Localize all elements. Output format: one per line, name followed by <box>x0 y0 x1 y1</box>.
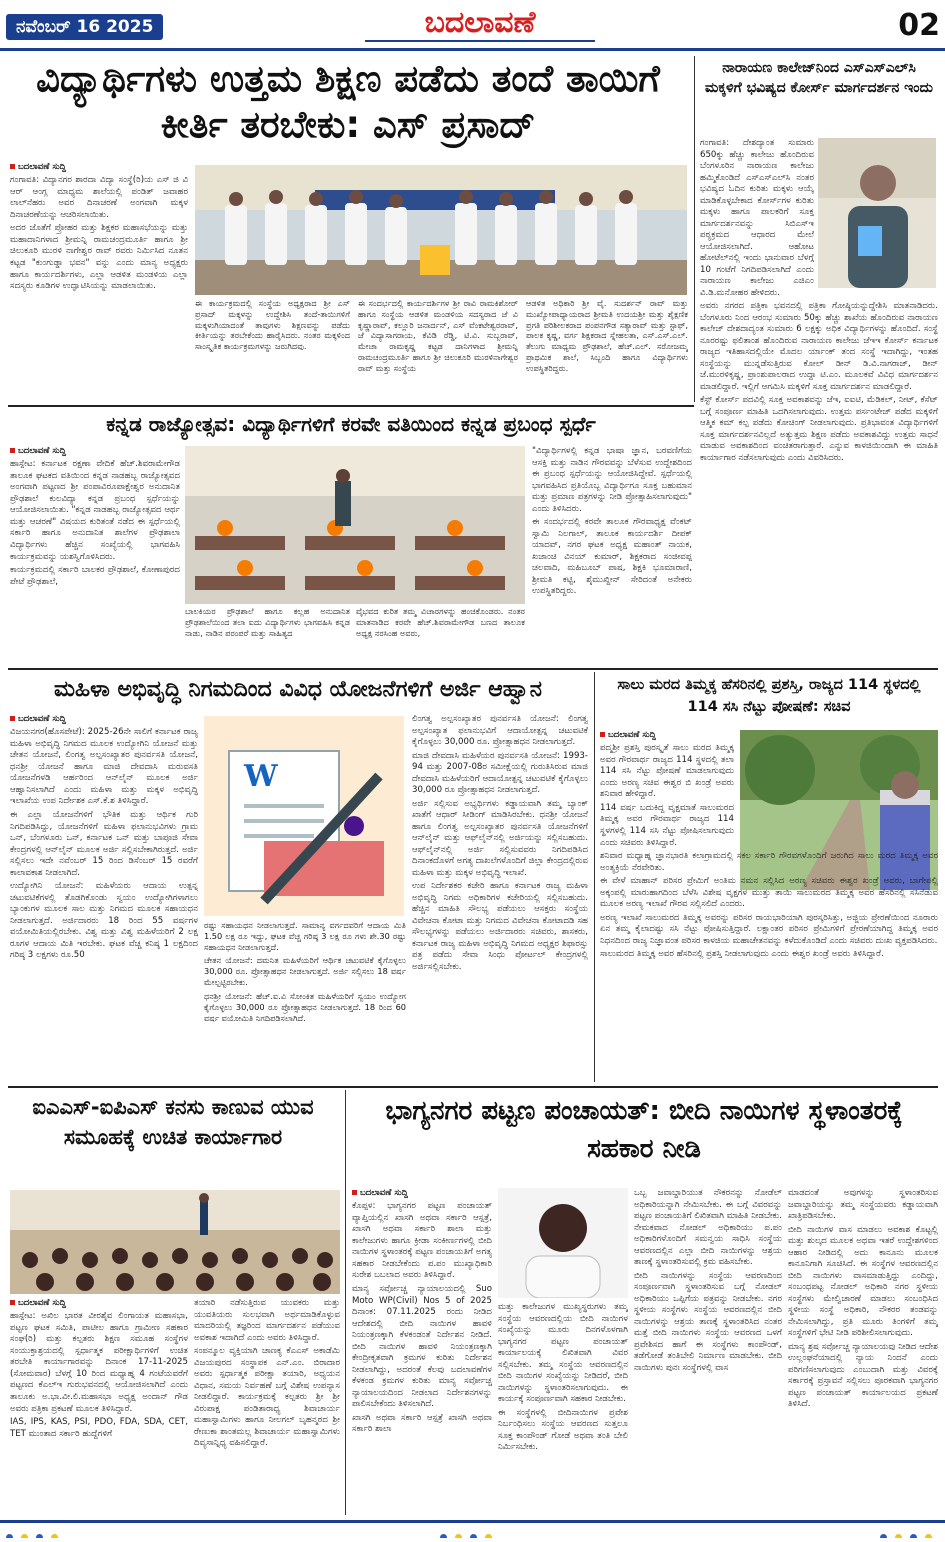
byline: ಬದಲಾವಣೆ ಸುದ್ದಿ <box>10 714 198 725</box>
footer-rule <box>0 1520 945 1523</box>
article-education-col3: ಈ ಸಂದರ್ಭದಲ್ಲಿ ಕಾರ್ಯದರ್ಶಿಗಳ ಶ್ರೀ ರಾವಿ ರಾಮಕಿಶೋರ್ ಹಾಗೂ ಸಂಸ್ಥೆಯ ಆಡಳಿತ ಮಂಡಳಿಯ ಸದಸ್ಯರಾದ ಜೆ ವಿ ಕೃಷ್ಣಾರಾವ್, ಕಲ್ಲೂರಿ ಜನಾರ್ದನ್, ಎಸ್ ವೆಂಕಟೇಶ್ವರರಾವ್, ಜೆ ವಿದ್ಯಾಸಾಗರಾಯ, ಕೆವಿಡಿ ರೆಡ್ಡಿ, ಟಿ.ವಿ. ಸುಬ್ಬರಾವ್, ಮೇಚಾ ರಾಮಕೃಷ್ಣ ಕಟ್ಟಡ ದಾನಿಗಳಾದ ಶ್ರೀಮನ್ನಿ ರಾಮಚಂದ್ರಮೂರ್ತಿ ಹಾಗೂ ಶ್ರೀ ಚಿಲುಕೂರಿ ಮುರಳಿನಾಗೇಶ್ವರ ರಾವ್ ಮತ್ತು ಸಂಸ್ಥೆಯ <box>358 298 518 373</box>
paragraph: ಮಾಜಿ ದೇವದಾಸಿ ಮಹಿಳೆಯರ ಪುನರ್ವಸತಿ ಯೋಜನೆ: 1993-94 ಮತ್ತು 2007-08ರ ಸಮೀಕ್ಷೆಯಲ್ಲಿ ಗುರುತಿಸಿರುವ ಮಾಜಿ ದೇವದಾಸಿ ಮಹಿಳೆಯರಿಗೆ ಆದಾಯೋತ್ಪನ್ನ ಚಟುವಟಿಕೆ ಕೈಗೊಳ್ಳಲು 30,000 ರೂ ಪ್ರೋತ್ಸಾಹಧನ ನೀಡಲಾಗುತ್ತದೆ. <box>412 750 588 796</box>
issue-date: ನವೆಂಬರ್ 16 2025 <box>6 14 163 40</box>
workshop-photo <box>10 1190 340 1294</box>
page-number: 02 <box>898 8 940 43</box>
paragraph: ಮಾನ್ಯ ಶ್ರಷ ಸರ್ವೋಚ್ಚ ನ್ಯಾಯಾಲಯವು ನೀಡಿದ ಆದೇಶ ಉಲ್ಲಂಘನೆಯಾದಲ್ಲಿ ನ್ಯಾಯ ನಿಂದನೆ ಎಂದು ಪರಿಗಣಿಸಲಾಗುವುದು ಎಂಬುದಾಗಿ ಮತ್ತು ವಿವರಕ್ಕೆ ಸರ್ಕಾರಕ್ಕೆ ಪ್ರಸ್ತಾವನೆ ಸಲ್ಲಿಸಲು ಪೂರಕವಾಗಿ ಭಾಗ್ಯನಗರ ಪಟ್ಟಣ ಪಂಚಾಯತ್ ಕಾರ್ಯಾಲಯದ ಪ್ರಕಟಣೆ ತಿಳಿಸಿದೆ. <box>788 1341 938 1410</box>
lecture-hall-image <box>10 1190 340 1294</box>
article-mahila-col1 <box>10 714 198 1082</box>
footer-dots-left <box>6 1526 66 1538</box>
paragraph: ಲಿಂಗತ್ವ ಅಲ್ಪಸಂಖ್ಯಾತರ ಪುನರ್ವಸತಿ ಯೋಜನೆ: ಲಿಂಗತ್ವ ಅಲ್ಪಸಂಖ್ಯಾತ ಫಲಾನುಭವಿಗೆ ಆದಾಯೋತ್ಪನ್ನ ಚಟುವಟಿಕೆ ಕೈಗೊಳ್ಳಲು 30,000 ರೂ. ಪ್ರೋತ್ಸಾಹಧನ ನೀಡಲಾಗುತ್ತದೆ. <box>412 714 588 748</box>
column-divider <box>694 56 695 402</box>
byline: ಬದಲಾವಣೆ ಸುದ್ದಿ <box>10 162 188 173</box>
paragraph: ತಯಾರಿ ನಡೆಸುತ್ತಿರುವ ಯುವಕರು ಮತ್ತು ಯುವತಿಯರು ಸುಲಭವಾಗಿ ಅರ್ಥಮಾಡಿಕೊಳ್ಳುವ ಮಾದರಿಯಲ್ಲಿ ತಜ್ಞರಿಂದ ಮಾರ್ಗದರ್ಶನ ಪಡೆಯುವ ಅವಕಾಶ ಇದಾಗಿದೆ ಎಂದು ಅವರು ತಿಳಿಸಿದ್ದಾರೆ. <box>194 1298 340 1343</box>
paragraph: ಈ ಸಂದರ್ಭದಲ್ಲಿ ಕರವೇ ತಾಲೂಕ ಗೌರವಾಧ್ಯಕ್ಷ ವೆಂಕಟ್ ಸ್ವಾಮಿ ನಿಲಗಾಲ್, ತಾಲೂಕ ಕಾರ್ಯದರ್ಶಿ ದೀಪಕ್ ಯಾದವ್, ನಗರ ಘಟಕ ಅಧ್ಯಕ್ಷ ಮಹಾಂತ್ ನಾಯಕ, ಖಜಾಂಚಿ ವಿನಯ್ ಕುಮಾರ್, ಶಿಕ್ಷಕರಾದ ಸಂಜೀವಪ್ಪ ಚಲವಾದಿ, ಮಹಿಬೂಬ್ ಪಾಷ, ಶಿಕ್ಷಕಿ ಭೂಮಾರಾಣಿ, ಶ್ರೀಮತಿ ಕಟ್ಟಿ, ಶೈಮುಖ್ದೀನ್ ಸೇರಿದಂತೆ ಅನೇಕರು ಉಪಸ್ಥಿತರಿದ್ದರು. <box>532 517 692 597</box>
footer-dot <box>880 1534 887 1538</box>
article-dogs-col1 <box>352 1188 492 1513</box>
paragraph: "ವಿದ್ಯಾರ್ಥಿಗಳಲ್ಲಿ ಕನ್ನಡ ಭಾಷಾ ಜ್ಞಾನ, ಬರವಣಿಗೆಯ ಆಸಕ್ತಿ ಮತ್ತು ನಾಡಿನ ಗೌರವವನ್ನು ಬೆಳೆಸುವ ಉದ್ದೇಶದಿಂದ ಈ ಪ್ರಬಂಧ ಸ್ಪರ್ಧೆಯನ್ನು ಆಯೋಜಿಸಿದ್ದೇವೆ. ಸ್ಪರ್ಧೆಯಲ್ಲಿ ಭಾಗವಹಿಸಿದ ಪ್ರತಿಯೊಬ್ಬ ವಿದ್ಯಾರ್ಥಿಗೂ ಸೂಕ್ತ ಬಹುಮಾನ ಮತ್ತು ಪ್ರಮಾಣ ಪತ್ರಗಳನ್ನು ನೀಡಿ ಪ್ರೋತ್ಸಾಹಿಸಲಾಗುವುದು" ಎಂದು ತಿಳಿಸಿದರು. <box>532 446 692 514</box>
headline: ಭಾಗ್ಯನಗರ ಪಟ್ಟಣ ಪಂಚಾಯತ್: ಬೀದಿ ನಾಯಿಗಳ ಸ್ಥಳಾಂತರಕ್ಕೆ ಸಹಕಾರ ನೀಡಿ <box>385 1096 903 1164</box>
article-narayana <box>700 58 938 666</box>
paragraph: ಹಾಸ್ಪೇಟ: ಅಖಿಲ ಭಾರತ ವೀರಶೈವ ಲಿಂಗಾಯತ ಮಹಾಸಭಾ, ಪಟ್ಟಣ ಘಟಕ ಸಮಿತಿ, ಪಾಟೀಲ ಹಾಗೂ ಗ್ರಾಮೀಣ ಸಹಕಾರ ಸಂಘ(ರಿ) ಮತ್ತು ಕಲ್ಪತರು ಶಿಕ್ಷಣ ಸಮೂಹ ಸಂಸ್ಥೆಗಳ ಸಂಯುಕ್ತಾಶ್ರಯದಲ್ಲಿ ಸ್ಪರ್ಧಾತ್ಮಕ ಪರೀಕ್ಷಾರ್ಥಿಗಳಿಗೆ ಉಚಿತ ತರಬೇತಿ ಕಾರ್ಯಾಗಾರವನ್ನು ದಿನಾಂಕ 17-11-2025 (ಸೋಮವಾರ) ಬೆಳಗ್ಗೆ 10 ರಿಂದ ಮಧ್ಯಾಹ್ನ 4 ಗಂಟೆಯವರೆಗೆ ಪಟ್ಟಣದ ಕೆಎಲ್ಇ ಗುರುಭವನದಲ್ಲಿ ಆಯೋಜಿಸಲಾಗಿದೆ ಎಂದು ತಾಲೂಕು ಅ.ಭಾ.ವೀ.ಲಿ.ಮಹಾಸಭಾ ಅಧ್ಯಕ್ಷ ಅಂದಾನ್ ಗೌಡ ಅವರು ಪತ್ರಿಕಾ ಪ್ರಕಟಣೆ ಮೂಲಕ ತಿಳಿಸಿದ್ದಾರೆ. <box>10 1311 188 1414</box>
article-mahila-mid <box>204 920 406 1082</box>
paragraph: ಗಂಗಾವತಿ: ವಿದ್ಯಾನಗರ ಶಾರದಾ ವಿದ್ಯಾ ಸಂಸ್ಥೆ(ರಿ)ಯ ಎಸ್ ಜಿ ವಿ ಆರ್ ಆಂಗ್ಲ ಮಾಧ್ಯಮ ಶಾಲೆಯಲ್ಲಿ ಪಂಡಿತ್ ಜವಾಹರ ಲಾಲ್‌ನೆಹರು ಅವರ ದಿನಾಚರಣೆ ಅಂಗವಾಗಿ ಮಕ್ಕಳ ದಿನಾಚರಣೆಯನ್ನು ಆಚರಿಸಲಾಯಿತು. <box>10 175 188 220</box>
article-rajyotsava-col1 <box>10 446 180 664</box>
paragraph: ಅರಣ್ಯ ಇಲಾಖೆ ಸಾಲುಮರದ ತಿಮ್ಮಕ್ಕ ಅವರನ್ನು ಪರಿಸರ ರಾಯಭಾರಿಯಾಗಿ ಪುರಸ್ಕರಿಸಿತ್ತು, ಅಜ್ಜಿಯ ಪ್ರೇರಣೆಯಿಂದ ನೂರಾರು ಏನ ತಮ್ಮ ಕೈಲಾದಷ್ಟು ಸಸಿ ನೆಟ್ಟು ಪೋಷಿಸುತ್ತಿದ್ದಾರೆ. ಲಕ್ಷಾಂತರ ಪರಿಸರ ಪ್ರೇಮಿಗಳಿಗೆ ಪ್ರೇರಣೆಯಾಗಿದ್ದ ತಿಮ್ಮಕ್ಕ ಅವರ ನಿಧನದಿಂದ ರಾಜ್ಯ ನಿಜ್ಞಾವಂತ ಪರಿಸರ ಕಾಳಜಿಯ ಮಹಾಚೇತನವನ್ನು ಕಳೆದುಕೊಂಡಿದೆ ಎಂದು ಸಚಿವರು ದುಃಖ ವ್ಯಕ್ತಪಡಿಸಿದರು. <box>600 912 938 946</box>
headline: ಕನ್ನಡ ರಾಜ್ಯೋತ್ಸವ: ವಿದ್ಯಾರ್ಥಿಗಳಿಗೆ ಕರವೇ ವತಿಯಿಂದ ಕನ್ನಡ ಪ್ರಬಂಧ ಸ್ಪರ್ಧೆ <box>106 412 596 436</box>
paragraph: ಮತ್ತು ಕಾಲೇಜುಗಳ ಮುಖ್ಯಸ್ಥರುಗಳು ತಮ್ಮ ಸಂಸ್ಥೆಯ ಆವರಣದಲ್ಲಿಯ ಬೀದಿ ನಾಯಿಗಳ ಸಂಖ್ಯೆಯನ್ನು ಮೂರು ದಿನಗಳೊಳಗಾಗಿ ಭಾಗ್ಯನಗರ ಪಟ್ಟಣ ಪಂಚಾಯತ್ ಕಾರ್ಯಾಲಯಕ್ಕೆ ಲಿಖಿತವಾಗಿ ವಿವರ ಸಲ್ಲಿಸಬೇಕು. ತಮ್ಮ ಸಂಸ್ಥೆಯ ಆವರಣದಲ್ಲಿನ ಬೀದಿ ನಾಯಿಗಳ ಸಂಖ್ಯೆಯನ್ನು ನೀಡಿದರೆ, ಬೀದಿ ನಾಯಿಗಳನ್ನು ಸ್ಥಳಾಂತರಿಸಲಾಗುವುದು. ಈ ಕಾರ್ಯಕ್ಕೆ ಸಂಪೂರ್ಣವಾಗಿ ಸಹಕಾರ ನೀಡಬೇಕು. <box>498 1302 628 1405</box>
byline: ಬದಲಾವಣೆ ಸುದ್ದಿ <box>352 1188 492 1199</box>
article-ias-headline <box>8 1092 338 1184</box>
paragraph: IAS, IPS, KAS, PSI, PDO, FDA, SDA, CET, TET ಮುಂತಾದ ಸರ್ಕಾರಿ ಹುದ್ದೆಗಳಿಗೆ <box>10 1417 188 1439</box>
article-ias-col2 <box>194 1298 340 1513</box>
footer-dot <box>6 1534 13 1538</box>
column-divider <box>594 672 595 1082</box>
article-dogs-col3 <box>634 1188 782 1513</box>
footer-dot <box>51 1534 58 1538</box>
paragraph: ಮಾಡದಂತೆ ಅವುಗಳನ್ನು ಸ್ಥಳಾಂತರಿಸುವ ಜವಾಬ್ದಾರಿಯನ್ನು ತಮ್ಮ ಸಂಸ್ಥೆಯವರು ಕಡ್ಡಾಯವಾಗಿ ಖಾತ್ರಿಪಡಿಸಬೇಕು. <box>788 1188 938 1222</box>
footer-dots-right <box>880 1526 940 1538</box>
newspaper-title: ಬದಲಾವಣೆ <box>424 5 536 40</box>
svg-text:W: W <box>244 759 278 794</box>
document-pen-icon <box>204 716 404 916</box>
paragraph: ಖಾಸಗಿ ಅಥವಾ ಸರ್ಕಾರಿ ಆಸ್ಪತ್ರೆ ಖಾಸಗಿ ಅಥವಾ ಸರ್ಕಾರಿ ಶಾಲಾ <box>352 1412 492 1435</box>
byline: ಬದಲಾವಣೆ ಸುದ್ದಿ <box>10 1298 188 1309</box>
footer-dot <box>21 1534 28 1538</box>
paragraph: ರಷ್ಟು ಸಹಾಯಧನ ನೀಡಲಾಗುತ್ತದೆ. ಸಾಮಾನ್ಯ ವರ್ಗದವರಿಗೆ ಆದಾಯ ಮಿತಿ 1.50 ಲಕ್ಷ ರೂ ಇದ್ದು, ಘಟಕ ವೆಚ್ಚ ಗರಿಷ್ಠ 3 ಲಕ್ಷ ರೂ ಗಳು ಶೇ.30 ರಷ್ಟು ಸಹಾಯಧನ ನೀಡಲಾಗುತ್ತದೆ. <box>204 920 406 952</box>
footer-dot <box>485 1534 492 1538</box>
portrait-image <box>498 1188 628 1298</box>
school-event-photo <box>195 165 687 295</box>
paragraph: ಬೀದಿ ನಾಯಿಗಳನ್ನು ಸಂಸ್ಥೆಯ ಆವರಣದಿಂದ ಸಂಪೂರ್ಣವಾಗಿ ಸ್ಥಳಾಂತರಿಸುವ ಬಗ್ಗೆ ನೋಡಲ್ ಅಧಿಕಾರಿಯು ಒಪ್ಪಿಗೆಯ ಪತ್ರವನ್ನು ನೀಡಬೇಕು. ನಗರ ಸ್ಥಳೀಯ ಸಂಸ್ಥೆಗಳು ಸಂಸ್ಥೆಯ ಆವರಣದಲ್ಲಿನ ಬೀದಿ ನಾಯಿಗಳನ್ನು ಆಶ್ರಯ ತಾಣಕ್ಕೆ ಸ್ಥಳಾಂತರಿಸಿದ ನಂತರ ಮತ್ತೆ ಬೀದಿ ನಾಯಿಗಳು ಸಂಸ್ಥೆಯ ಆವರಣದ ಒಳಗೆ ಪ್ರವೇಶಿಸದ ಹಾಗೆ ಈ ಸಂಸ್ಥೆಗಳು ಕಾಂಪೌಂಡ್, ತಡೆಗೋಡೆ ತಂತಿಬೇಲಿ ನಿರ್ಮಾಣ ಮಾಡಬೇಕು. ಬೀದಿ ನಾಯಿಗಳು ಪುನಃ ಸಂಸ್ಥೆಗಳಲ್ಲಿ ವಾಸ <box>634 1270 782 1373</box>
paragraph: ಪದ್ಮಶ್ರೀ ಪ್ರಶಸ್ತಿ ಪುರಸ್ಕೃತೆ ಸಾಲು ಮರದ ತಿಮ್ಮಕ್ಕ ಅವರ ಗೌರವಾರ್ಥ ರಾಜ್ಯದ 114 ಸ್ಥಳದಲ್ಲಿ ತಲಾ 114 ಸಸಿ ನೆಟ್ಟು ಪೋಷಣೆ ಮಾಡಲಾಗುವುದು ಎಂದು ಅರಣ್ಯ ಸಚಿವ ಈಶ್ವರ ಬಿ ಖಂಡ್ರೆ ಅವರು ಶನಿವಾರ ಹೇಳಿದ್ದಾರೆ. <box>600 743 734 800</box>
paragraph: ಉದ್ಯೋಗಿನಿ ಯೋಜನೆ: ಮಹಿಳೆಯರು ಆದಾಯ ಉತ್ಪನ್ನ ಚಟುವಟಿಕೆಗಳಲ್ಲಿ ತೊಡಗಿಕೊಂಡು ಸ್ವಯಂ ಉದ್ಯೋಗಿಗಳಾಗಲು ಬ್ಯಾಂಕುಗಳ ಮೂಲಕ ಸಾಲ ಮತ್ತು ನಿಗಮದ ಮೂಲಕ ಸಹಾಯಧನ ನೀಡಲಾಗುತ್ತದೆ. ಅರ್ಜಿದಾರರು 18 ರಿಂದ 55 ವರ್ಷಗಳ ವಯೋಮಿತಿಯಲ್ಲಿರಬೇಕು. ವಿಶ್ವ ಮತ್ತು ವಿಶ್ವ ಮಹಿಳೆಯರಿಗೆ 2 ಲಕ್ಷ ರೂಗಳ ಆದಾಯ ಮಿತಿ ಇರಬೇಕು. ಘಟಕ ವೆಚ್ಚ ಕನಿಷ್ಠ 1 ಲಕ್ಷದಿಂದ ಗರಿಷ್ಠ 3 ಲಕ್ಷಗಳು ರೂ.50 <box>10 881 198 961</box>
article-dogs-headline <box>350 1092 938 1182</box>
headline: ಮಹಿಳಾ ಅಭಿವೃದ್ಧಿ ನಿಗಮದಿಂದ ವಿವಿಧ ಯೋಜನೆಗಳಿಗೆ ಅರ್ಜಿ ಆಹ್ವಾನ <box>54 677 542 702</box>
paragraph: ಹಾಸ್ಪೇಟ: ಕರ್ನಾಟಕ ರಕ್ಷಣಾ ವೇದಿಕೆ ಹೆಚ್.ಶಿವರಾಮೇಗೌಡ ತಾಲೂಕ ಘಟಕದ ವತಿಯಿಂದ ಕನ್ನಡ ನಾಡಹಬ್ಬ ರಾಜ್ಯೋತ್ಸವದ ಅಂಗವಾಗಿ ಪಟ್ಟಣದ ಶ್ರೀ ಪಂಪಾವಿರೂಪಾಕ್ಷೇಶ್ವರ ಅನುದಾನಿತ ಪ್ರೌಢಶಾಲೆ ಕುಲವಿದ್ಯಾ ಕನ್ನಡ ಪ್ರಬಂಧ ಸ್ಪರ್ಧೆಯನ್ನು ಆಯೋಜಿಸಲಾಯಿತು. "ಕನ್ನಡ ನಾಡಹಬ್ಬ ರಾಜ್ಯೋತ್ಸವದ ಆರ್ಥ ಮತ್ತು ಆಚರಣೆ" ವಿಷಯದ ಕುರಿತಂತೆ ನಡೆದ ಈ ಸ್ಪರ್ಧೆಯಲ್ಲಿ ಸರ್ಕಾರಿ ಹಾಗೂ ಅನುದಾನಿತ ಶಾಲೆಗಳ ಪ್ರೌಢಶಾಲಾ ವಿದ್ಯಾರ್ಥಿಗಳು ಹೆಚ್ಚಿನ ಸಂಖ್ಯೆಯಲ್ಲಿ ಭಾಗವಹಿಸಿ ಕಾರ್ಯಕ್ರಮವನ್ನು ಯಶಸ್ವಿಗೊಳಿಸಿದರು. <box>10 459 180 562</box>
masthead-underline <box>365 40 595 42</box>
footer-dot <box>470 1534 477 1538</box>
article-dogs-col4 <box>788 1188 938 1513</box>
paragraph: ಅರ್ಜಿ ಸಲ್ಲಿಸುವ ಅಭ್ಯರ್ಥಿಗಳು ಕಡ್ಡಾಯವಾಗಿ ತಮ್ಮ ಬ್ಯಾಂಕ್ ಖಾತೆಗೆ ಆಧಾರ್ ಸೀಡಿಂಗ್ ಮಾಡಿಸಿರಬೇಕು. ಧನಶ್ರೀ ಯೋಜನೆ ಹಾಗೂ ಲಿಂಗತ್ವ ಅಲ್ಪಸಂಖ್ಯಾತರ ಪುನರ್ವಸತಿ ಯೋಜನೆಗಳಿಗೆ ಆನ್‌ಲೈನ್ ಮತ್ತು ಆಫ್‌ಲೈನ್‌ನಲ್ಲಿ ಅರ್ಜಿಯನ್ನು ಸಲ್ಲಿಸಬಹುದು. ಆಫ್‌ಲೈನ್‌ನಲ್ಲಿ ಅರ್ಜಿ ಸಲ್ಲಿಸುವವರು ನಿಗದಿಪಡಿಸಿದ ದಿನಾಂಕದೊಳಗೆ ಅಗತ್ಯ ದಾಖಲೆಗಳೊಂದಿಗೆ ಜಿಲ್ಲಾ ಕೇಂದ್ರದಲ್ಲಿರುವ ಮಹಿಳಾ ಮತ್ತು ಮಕ್ಕಳ ಅಭಿವೃದ್ಧಿ ಇಲಾಖೆ. <box>412 798 588 878</box>
footer-dot <box>895 1534 902 1538</box>
paragraph: ಒಬ್ಬ ಜವಾಬ್ದಾರಿಯುತ ನೌಕರನನ್ನು ನೋಡೆಲ್ ಅಧಿಕಾರಿಯನ್ನಾಗಿ ನೇಮಿಸಬೇಕು. ಈ ಬಗ್ಗೆ ವಿವರವನ್ನು ಪಟ್ಟಣ ಪಂಚಾಯತಿಗೆ ಲಿಖಿತವಾಗಿ ಮಾಹಿತಿ ನೀಡಬೇಕು. ನೇಮಕವಾದ ನೋಡಲ್ ಅಧಿಕಾರಿಯು ಪ.ಪಂ ಅಧಿಕಾರಿಗಳೊಂದಿಗೆ ಸಮನ್ವಯ ಸಾಧಿಸಿ ಸಂಸ್ಥೆಯ ಆವರಣದಲ್ಲಿನ ಎಲ್ಲಾ ಬೀದಿ ನಾಯಿಗಳನ್ನು ಆಶ್ರಯ ತಾಣಕ್ಕೆ ಸ್ಥಳಾಂತರಿಸುವಲ್ಲಿ ಕ್ರಮ ವಹಿಸಬೇಕು. <box>634 1188 782 1268</box>
article-mahila-headline <box>8 674 588 710</box>
essay-competition-photo <box>185 446 525 604</box>
paragraph: 114 ವರ್ಷ ಬದುಕಿದ್ದ ವೃಕ್ಷಮಾತೆ ಸಾಲುಮರದ ತಿಮ್ಮಕ್ಕ ಅವರ ಗೌರವಾರ್ಥ ರಾಜ್ಯದ 114 ಸ್ಥಳಗಳಲ್ಲಿ 114 ಸಸಿ ನೆಟ್ಟು ಪೋಷಿಸಲಾಗುವುದು ಎಂದು ಸಚಿವರು ತಿಳಿಸಿದ್ದಾರೆ. <box>600 802 734 848</box>
footer-dots-center <box>440 1526 510 1538</box>
footer-dot <box>455 1534 462 1538</box>
article-education-headline <box>8 56 688 156</box>
article-rajyotsava-cap2: ವೈಭವದ ಕುರಿತ ತಮ್ಮ ವಿಚಾರಗಳನ್ನು ಹಂಚಿಕೊಂಡರು. ನಂತರ ಮಾತನಾಡಿದ ಕರವೇ ಹೆಚ್.ಶಿವರಾಮೇಗೌಡ ಬಣದ ತಾಲೂಕ ಅಧ್ಯಕ್ಷ ನರಸಿಂಹ ಅವರು, <box>356 606 525 638</box>
paragraph: ಬೀದಿ ನಾಯಿಗಳ ವಾಸ ಮಾಡಲು ಅವಕಾಶ ಕೊಟ್ಟಲ್ಲಿ ಮತ್ತು ಶುಲ್ಕದ ಮೂಲಕ ಅಥವಾ ಇತರೆ ಉದ್ದೇಶಗಳಿಂದ ಆಹಾರ ನೀಡಿದಲ್ಲಿ ಅದು ಕಾನೂನು ಮೂಲಕ ಕಾನೂನಿಗಾಗಿ ಸೂಚಿಸಿದೆ. ಈ ಸಂಸ್ಥೆಗಳ ಆವರಣದಲ್ಲಿನ ಬೀದಿ ನಾಯಿಗಳು ವಾಸಮಾಡುತ್ತಿದ್ದು ಎಂದಿದ್ದು, ಸಂಬಂಧಪಟ್ಟ ನೋಡಲ್ ಅಧಿಕಾರಿ ನಗರ ಸ್ಥಳೀಯ ಸಂಸ್ಥೆಗಳು ಮೇಲ್ವಿಚಾರಣೆ ಮಾಡಲು ಸಂಬಂಧಿಸಿದ ಸ್ಥಳೀಯ ಸಂಸ್ಥೆ ಅಧಿಕಾರಿ, ನೌಕರರ ತಂಡವನ್ನು ನೇಮಿಸಲಾಗಿದ್ದು, ಪ್ರತಿ ಮೂರು ತಿಂಗಳಿಗೆ ತಮ್ಮ ಸಂಸ್ಥೆಗಳಿಗೆ ಭೇಟಿ ನೀಡಿ ಪರಿಶೀಲಿಸಲಾಗುವುದು. <box>788 1224 938 1339</box>
byline: ಬದಲಾವಣೆ ಸುದ್ದಿ <box>600 730 938 741</box>
article-rajyotsava-col3 <box>532 446 692 664</box>
article-ias-col1 <box>10 1298 188 1513</box>
application-illustration <box>204 716 404 916</box>
footer-dot <box>36 1534 43 1538</box>
footer-dot <box>440 1534 447 1538</box>
headline: ಸಾಲು ಮರದ ತಿಮ್ಮಕ್ಕ ಹೆಸರಿನಲ್ಲಿ ಪ್ರಶಸ್ತಿ, ರಾಜ್ಯದ 114 ಸ್ಥಳದಲ್ಲಿ 114 ಸಸಿ ನೆಟ್ಟು ಪೋಷಣೆ: ಸಚಿವ <box>617 677 921 715</box>
paragraph: ಮಾನ್ಯ ಸರ್ವೋಚ್ಚ ನ್ಯಾಯಾಲಯದಲ್ಲಿ Suo Moto WP(Civil) Nos 5 of 2025 ದಿನಾಂಕ: 07.11.2025 ರಂದು ನೀಡಿದ ಆದೇಶದಲ್ಲಿ ಬೀದಿ ನಾಯಿಗಳ ಹಾವಳಿ ನಿಯಂತ್ರಣಕ್ಕಾಗಿ ಕೆಳಕಂಡಂತೆ ನಿರ್ದೇಶನ ನೀಡಿದೆ. ಬೀದಿ ನಾಯಿಗಳ ಹಾವಳಿ ನಿಯಂತ್ರಣಕ್ಕಾಗಿ ಕೇಂದ್ರೀಕೃತವಾಗಿ ಕ್ರಮಗಳ ಕುರಿತು ನಿರ್ದೇಶನ ನೀಡಲಾಗಿದ್ದು, ಅದರಂತೆ ಕೆಲವು ಬದಲಾವಣೆಗಳ ಕೆಳಕಂಡ ಕ್ರಮಗಳ ಕುರಿತು ಮಾನ್ಯ ಸರ್ವೋಚ್ಚ ನ್ಯಾಯಾಲಯದಿಂದ ನೀಡಲಾದ ನಿರ್ದೇಶನಗಳನ್ನು ಪಾಲಿಸಬೇಕೆಂದು ತಿಳಿಸಲಾಗಿದೆ. <box>352 1283 492 1410</box>
paragraph: ವಿಜಯನಗರ(ಹೊಸಪೇಟೆ): 2025-26ನೇ ಸಾಲಿಗೆ ಕರ್ನಾಟಕ ರಾಜ್ಯ ಮಹಿಳಾ ಅಭಿವೃದ್ಧಿ ನಿಗಮದ ಮೂಲಕ ಉದ್ಯೋಗಿನಿ ಯೋಜನೆ ಮತ್ತು ಚೇತನ ಯೋಜನೆ, ಲಿಂಗತ್ವ ಅಲ್ಪಸಂಖ್ಯಾತರ ಪುನರ್ವಸತಿ ಯೋಜನೆ, ಧನಶ್ರೀ ಯೋಜನೆ ಹಾಗೂ ಮಾಜಿ ದೇವದಾಸಿ ಮರುವಸತಿ ಯೋಜನೆಗಳಡಿ ಆರ್ಹರಿಂದ ಆನ್‌ಲೈನ್ ಮೂಲಕ ಅರ್ಜಿ ಆಹ್ವಾನಿಸಲಾಗಿದೆ ಎಂದು ಮಹಿಳಾ ಮತ್ತು ಮಕ್ಕಳ ಅಭಿವೃದ್ಧಿ ಇಲಾಖೆಯ ಉಪ ನಿರ್ದೇಶಕ ಎಸ್.ಕೆ.ಶ ತಿಳಿಸಿದ್ದಾರೆ. <box>10 727 198 807</box>
column-divider <box>345 1090 346 1515</box>
paragraph: ಅವರು ನಗರದ ಪತ್ರಿಕಾ ಭವನದಲ್ಲಿ ಪತ್ರಿಕಾ ಗೋಷ್ಠಿಯನ್ನುದ್ದೇಶಿಸಿ ಮಾತನಾಡಿದರು. ಬೆಂಗಳೂರು ನಿಂದ ಆರಂಭ ಸುಮಾರು 50ಕ್ಕು ಹೆಚ್ಚು ಶಾಖೆಯ ಹೊಂದಿರುವ ನಾರಾಯಣ ಕಾಲೇಜ್ ದೇಶದಾದ್ಯಂತ ಸುಮಾರು 6 ಲಕ್ಷಕ್ಕು ಅಧಿಕ ವಿದ್ಯಾರ್ಥಿಗಳನ್ನು ಹೊಂದಿದೆ. ಸಂಸ್ಥೆ ನೂರರಷ್ಟು ಫಲಿತಾಂಶ ಹೊಂದಿರುವ ನಾರಾಯಣ ಕಾಲೇಜು ಜೆಇಇ ಕೋರ್ಸ್ ಕರ್ನಾಟಕ ರಾಜ್ಯದ ಇತಿಹಾಸದಲ್ಲಿಯೇ ಮೊದಲ ರ್ಯಾಂಕ್ ತಂದ ಸಂಸ್ಥೆ ಇದಾಗಿದ್ದು, ಇಂತಹ ಸಂಸ್ಥೆಯನ್ನು ಮುನ್ನಡೆಸುತ್ತಿರುವ ಕೋಲ್ ಡೀನ್ ಡಿ.ವಿ.ನಾಗರಾಜ್, ಡೀನ್ ಜೆ.ಮುರಳಿಕೃಷ್ಣ, ಪ್ರಾಂಶುಪಾಲರಾದ ಉದ್ದಾ ಟಿ.ಎಂ. ಮೂಲಕವೆ ವಿವಿಧ ಮಾರ್ಗದರ್ಶನ ಮಾಡಲಿದ್ದಾರೆ. ಇಲ್ಲಿಗೆ ಆಗಮಿಸಿ ಮಕ್ಕಳಿಗೆ ಸೂಕ್ತ ಮಾರ್ಗದರ್ಶನ ಮಾಡಲಿದ್ದಾರೆ. <box>700 301 938 392</box>
byline: ಬದಲಾವಣೆ ಸುದ್ದಿ <box>10 446 180 457</box>
paragraph: ಈ ವೇಳೆ ಮಾಹಾನ್ ಪರಿಸರ ಪ್ರೇಮಿಗೆ ಅಂತಿಮ ನಮನ ಸಲ್ಲಿಸಿದ ಅರಣ್ಯ ಸಚಿವರು ಈಶ್ವರ ಖಂಡ್ರೆ ಅವರು, ಬಾಗೇಪಲ್ಲಿ ಅಕ್ಕಂಪಲ್ಲಿ ಮಾರುಹಾಗದಿಂದ ಬೆಳೆಸಿ ವಿಶೇಷ ವೃಕ್ಷಗಳ ಮುತ್ತು ತಾಯಿ ಸಾಲುಮರದ ತಿಮ್ಮಕ್ಕ ಅವರ ಹೆಸರಿನಲ್ಲಿ ಸಸಿನೆಡುವ ಮೂಲಕ ಅರಣ್ಯ ಇಲಾಖೆ ಗೌರವ ಸಲ್ಲಿಸಲಿದೆ ಎಂದರು. <box>600 876 938 910</box>
masthead-rule <box>0 48 945 51</box>
paragraph: ಅದರ ಜೊತೆಗೆ ಪ್ರೋಹರ ಮತ್ತು ಶಿಕ್ಷಕರ ಮಹಾಸಭೆಯನ್ನು ಮತ್ತು ಮಹಾದಾನಿಗಳಾದ ಶ್ರೀಮನ್ನಿ ರಾಮಚಂದ್ರಮೂರ್ತಿ ಹಾಗೂ ಶ್ರೀ ಚಿಲುಕೂರಿ ಮುರಳಿ ನಾಗೇಶ್ವರ ರಾವ್ ರವರು ನಿರ್ಮಿಸಿದ ನೂತನ ಕಟ್ಟಡ "ಕುಂಗುಡ್ಡಾ ಭವನ" ವನ್ನು ಎಂದು ಮಾನ್ಯ ಅಧ್ಯಕ್ಷರು ಹಾಗೂ ಕಾರ್ಯದರ್ಶಿಗಳು, ಎಲ್ಲಾ ಆಡಳಿತ ಮಂಡಳಿಯ ಎಲ್ಲಾ ಸದಸ್ಯರು ಕೂಡಿಗಳ ಉದ್ಘಾಟಿಸಿಯನ್ನು ಮಾಡಲಾಯಿತು. <box>10 223 188 292</box>
paragraph: ಈ ಸಂಸ್ಥೆಗಳಲ್ಲಿ ಬೀದಿನಾಯಿಗಳ ಪ್ರವೇಶ ನಿರ್ಬಂಧಿಸಲು ಸಂಸ್ಥೆಯ ಆವರಣದ ಸುತ್ತಲೂ ಸೂಕ್ತ ಕಾಂಪೌಂಡ್ ಗೋಡೆ ಅಥವಾ ತಂತಿ ಬೇಲಿ ನಿರ್ಮಿಸಬೇಕು. <box>498 1407 628 1453</box>
paragraph: ಚೇತನ ಯೋಜನೆ: ದಮನಿತ ಮಹಿಳೆಯರಿಗೆ ಆರ್ಥಿಕ ಚಟುವಟಿಕೆ ಕೈಗೊಳ್ಳಲು 30,000 ರೂ. ಪ್ರೋತ್ಸಾಹಧನ ನೀಡಲಾಗುತ್ತದೆ. ಅರ್ಜಿ ಸಲ್ಲಿಸಲು 18 ವರ್ಷ ಮೇಲ್ಪಟ್ಟಿರಬೇಕು. <box>204 955 406 988</box>
classroom-image <box>185 446 525 604</box>
article-thimmakka-body <box>600 730 938 1082</box>
paragraph: ಧನಶ್ರೀ ಯೋಜನೆ: ಹೆಚ್.ಐ.ವಿ ಸೋಂಕಿತ ಮಹಿಳೆಯರಿಗೆ ಸ್ವಯಂ ಉದ್ಯೋಗ ಕೈಗೊಳ್ಳಲು 30,000 ರೂ ಪ್ರೋತ್ಸಾಹಧನ ನೀಡಲಾಗುತ್ತದೆ. 18 ರಿಂದ 60 ವರ್ಷ ವಯೋಮಿತಿ ನಿಗದಿಪಡಿಸಲಾಗಿದೆ. <box>204 990 406 1023</box>
section-rule <box>8 668 938 670</box>
section-rule <box>8 405 694 407</box>
paragraph: ಕೆಸ್ಟ್‌ ಕೋರ್ಸ್ ಪದವಿಲ್ಲಿ ಸೂಕ್ತ ಅವಕಾಶವನ್ನು ಜೆಇ, ಐಐಟಿ, ಮೆಡಿಕಲ್, ನೀಟ್, ಕೆಸೆಟ್ ಬಗ್ಗೆ ಸಂಪೂರ್ಣ ಮಾಹಿತಿ ಒದಗಿಸಲಾಗುವುದು. ಉತ್ತಮ ಪರ್ಸಂಟೇಜ್ ಪಡೆದ ಮಕ್ಕಳಿಗೆ ಆತ್ಮಿಕ ಕಮ್ ಕಲ್ಪ ಪಡೆದು ಕೋಚಿಂಗ್ ನೀಡಲಾಗುವುದು. ಪ್ರತಿಭಾವಂತ ವಿದ್ಯಾರ್ಥಿಗಳಿಗೆ ಸೂಕ್ತ ಮಾರ್ಗದರ್ಶನವಿಲ್ಲದೆ ಅತ್ಯುತ್ತಮ ಶಿಕ್ಷಣ ಪಡೆದು ಅವಕಾಶವಿದ್ದು ಉತ್ತಮ ಸಾಧನೆ ಮಾಡುವ ಅವಕಾಶದಿಂದ ವಂಚಿತರಾಗುತ್ತಾರೆ. ಎನ್ನುವ ಕಾಳಜಿಯಿಂದಾಗಿ ಈ ಮಾಹಿತಿ ಕಾರ್ಯಾಗಾರ ನಡೆಸಲಾಗುವುದು ಎಂದು ವಿವರಿಸಿದರು. <box>700 395 938 463</box>
group-photo <box>195 165 687 295</box>
wrap-column <box>600 743 734 849</box>
paragraph: ಗಂಗಾವತಿ: ದೇಶದ್ಯಾಂತ ಸುಮಾರು 650ಕ್ಕು ಹೆಚ್ಚು ಕಾಲೇಜು ಹೊಂದಿರುವ ಬೆಂಗಳೂರಿನ ನಾರಾಯಣ ಕಾಲೇಜು ಹಮ್ಮಿಕೊಂಡಿದೆ ಎಸ್‌ಎಸ್‌ಎಲ್‌ಸಿ ನಂತರ ಭವಿಷ್ಯದ ಓದಿನ ಕುರಿತು ಮಕ್ಕಳು ಆಯ್ಕೆ ಮಾಡಿಕೊಳ್ಳಬೇಕಾದ ಕೋರ್ಸ್‌ಗಳ ಕುರಿತು ಮಕ್ಕಳು ಹಾಗೂ ಪಾಲಕರಿಗೆ ಸೂಕ್ತ ಮಾರ್ಗದರ್ಶನವನ್ನು ಸಿಬಿಎಸ್‌ಇ ಪಠ್ಯಕ್ರಮದ ಆಧಾರದ ಮೇಲೆ ಆಯೋಜಿಸಲಾಗಿದೆ. ಆಹೋಟ ಹೋಟೆಲ್‌ನಲ್ಲಿ ಇಂದು ಭಾನುವಾರ ಬೆಳಗ್ಗೆ 10 ಗಂಟೆಗೆ ನಿಗದಿಪಡಿಸಲಾಗಿದೆ ಎಂದು ನಾರಾಯಣ ಕಾಲೇಜು ಎಜಿಎಂ ವಿ.ಡಿ.ಮನೋಹರ ಹೇಳಿದರು. <box>700 138 814 298</box>
footer-dot <box>910 1534 917 1538</box>
article-education-col2: ಈ ಕಾರ್ಯಕ್ರಮದಲ್ಲಿ ಸಂಸ್ಥೆಯ ಅಧ್ಯಕ್ಷರಾದ ಶ್ರೀ ಎಸ್ ಪ್ರಸಾದ್ ಮಕ್ಕಳನ್ನು ಉದ್ದೇಶಿಸಿ ತಂದೆ-ತಾಯಿಗಳಿಗೆ ಮಕ್ಕಳುಗಿಯಾದಂತೆ ತಾವುಗಳು ಶಿಕ್ಷಣವನ್ನು ಪಡೆದು ಕೀರ್ತಿಯನ್ನು ತರಬೇಕೆಂದು ಹಾರೈಸಿದರು. ನಂತರ ಮಕ್ಕಳಿಂದ ಸಾಂಸ್ಕೃತಿಕ ಕಾರ್ಯಕ್ರಮಗಳನ್ನು ಜರುಗಿದವು. <box>195 298 350 352</box>
paragraph: ಕಾರ್ಯಕ್ರಮದಲ್ಲಿ ಸರ್ಕಾರಿ ಬಾಲಕರ ಪ್ರೌಢಶಾಲೆ, ಕೋಣಾಪುರದ ಪೇಟೆ ಪ್ರೌಢಶಾಲೆ, <box>10 565 180 587</box>
article-education-col1 <box>10 162 188 402</box>
section-rule <box>8 1086 938 1088</box>
headline: ವಿದ್ಯಾರ್ಥಿಗಳು ಉತ್ತಮ ಶಿಕ್ಷಣ ಪಡೆದು ತಂದೆ ತಾಯಿಗೆ ಕೀರ್ತಿ ತರಬೇಕು: ಎಸ್ ಪ್ರಸಾದ್ <box>36 57 660 146</box>
masthead <box>0 0 945 48</box>
official-portrait <box>498 1188 628 1298</box>
paragraph: ಸಾಲುಮರದ ತಿಮ್ಮಕ್ಕ ಅವರ ಹೆಸರಿನಲ್ಲಿ ಪ್ರಶಸ್ತಿ ನೀಡಲಾಗುವುದು ಎಂದು ಈಶ್ವರ ಖಂಡ್ರೆ ಅವರು ತಿಳಿಸಿದ್ದಾರೆ. <box>600 949 884 960</box>
headline: ನಾರಾಯಣ ಕಾಲೇಜ್‌ನಿಂದ ಎಸ್‌ಎಸ್‌ಎಲ್‌ಸಿ ಮಕ್ಕಳಿಗೆ ಭವಿಷ್ಯದ ಕೋರ್ಸ್ ಮಾರ್ಗದರ್ಶನ ಇಂದು <box>705 60 933 96</box>
article-narayana-body <box>700 138 938 666</box>
headline: ಐಎಎಸ್-ಐಪಿಎಸ್ ಕನಸು ಕಾಣುವ ಯುವ ಸಮೂಹಕ್ಕೆ ಉಚಿತ ಕಾರ್ಯಾಗಾರ <box>32 1095 314 1149</box>
article-rajyotsava-cap1: ಬಾಲಕಿಯರ ಪ್ರೌಢಶಾಲೆ ಹಾಗೂ ಕಲ್ಲಹ ಅನುದಾನಿತ ಪ್ರೌಢಶಾಲೆಯಿಂದ ತಲಾ ಐದು ವಿದ್ಯಾರ್ಥಿಗಳು ಭಾಗವಹಿಸಿ ಕನ್ನಡ ನಾಡು, ನಾಡಿನ ಪರಂಪರೆ ಮತ್ತು ಸಾಹಿತ್ಯದ <box>185 606 350 638</box>
paragraph: ಸಂಪನ್ಮೂಲ ವ್ಯಕ್ತಿಯಾಗಿ ಚಾಣಕ್ಯ ಕೆಎಎಸ್ ಅಕಾಡೆಮಿ ವಿಜಯಪುರದ ಸಂಸ್ಥಾಪಕ ಎನ್.ಎಂ. ಬಿರಾದಾರ ಅವರು ಸ್ಪರ್ಧಾತ್ಮಕ ಪರೀಕ್ಷಾ ತಯಾರಿ, ಅಧ್ಯಯನ ವಿಧಾನ, ಸಮಯ ನಿರ್ವಹಣೆ ಬಗ್ಗೆ ವಿಶೇಷ ಉಪನ್ಯಾಸ ನೀಡಲಿದ್ದಾರೆ. ಕಾರ್ಯಕ್ರಮಕ್ಕೆ ಕಲ್ಪತರು ಶ್ರೀ ಶ್ರೀ ವಿರುಪಾಕ್ಷ ಪಂಡಿತಾರಾಧ್ಯ ಶಿವಾಚಾರ್ಯ ಮಹಾಸ್ವಾಮಿಗಳು ಹಾಗೂ ನೀಲಗಲ್ ಬೃಹನ್ಮಠದ ಶ್ರೀ ರೇಣುಕಾ ಶಾಂತಮಲ್ಲ ಶಿವಾಚಾರ್ಯ ಮಹಾಸ್ವಾಮಿಗಳು ದಿವ್ಯಸಾನ್ನಿಧ್ಯ ವಹಿಸಲಿದ್ದಾರೆ. <box>194 1346 340 1449</box>
article-mahila-col3 <box>412 714 588 1082</box>
paragraph: ಉಪ ನಿರ್ದೇಶಕರ ಕಚೇರಿ ಹಾಗೂ ಕರ್ನಾಟಕ ರಾಜ್ಯ ಮಹಿಳಾ ಅಭಿವೃದ್ಧಿ ನಿಗಮ ಅಧಿಕಾರಿಗಳ ಕಚೇರಿಯಲ್ಲಿ ಸಲ್ಲಿಸಬಹುದು. ಹೆಚ್ಚಿನ ಮಾಹಿತಿ ಸೌಲಭ್ಯ ಪಡೆಯಲು ಆಸಕ್ತರು ಸಂಸ್ಥೆಯ ವಿವೇಚನಾ ಕೋಟಾ ಮತ್ತು ನಿಗಮದ ವಿವೇಚನಾ ಕೋಟಾದಡಿ ಸಹ ಸೌಲಭ್ಯಗಳನ್ನು ಪಡೆಯಲು ಅರ್ಜಿದಾರರು ಸಚಿವರು, ಶಾಸಕರು, ಕರ್ನಾಟಕ ರಾಜ್ಯ ಮಹಿಳಾ ಅಭಿವೃದ್ಧಿ ನಿಗಮದ ಅಧ್ಯಕ್ಷರ ಶಿಫಾರಸ್ಸು ಪತ್ರ ಪಡೆದು ಸೇವಾ ಸಿಂಧು ಪೋರ್ಟಲ್ ಕೇಂದ್ರಗಳಲ್ಲಿ ಅರ್ಜಿಸಲ್ಲಿಸಬೇಕು. <box>412 881 588 972</box>
paragraph: ಶನಿವಾರ ಮಧ್ಯಾಹ್ನ ಜ್ಞಾನಭಾರತಿ ಕಲಾಗ್ರಾಮದಲ್ಲಿ ಸಕಲ ಸರ್ಕಾರಿ ಗೌರವಗಳೊಂದಿಗೆ ಜರುಗಿದ ಸಾಲು ಮರದ ತಿಮ್ಮಕ್ಕ ಅವರ ಅಂತ್ಯಕ್ರಿಯೆ ನೆರವೇರಿತು. <box>600 851 938 873</box>
article-dogs-col2 <box>498 1302 628 1513</box>
paragraph: ಈ ಎಲ್ಲಾ ಯೋಜನೆಗಳಿಗೆ ಭೌತಿಕ ಮತ್ತು ಆರ್ಥಿಕ ಗುರಿ ನಿಗದಿಪಡಿಸಿದ್ದು, ಯೋಜನೆಗಳಿಗೆ ಮಹಿಳಾ ಫಲಾನುಭವಿಗಳು ಗ್ರಾಮ ಒನ್, ಬೆಂಗಳೂರು ಒನ್, ಕರ್ನಾಟಕ ಒನ್ ಮತ್ತು ಬಾಪೂಜಿ ಸೇವಾ ಕೇಂದ್ರಗಳಲ್ಲಿ ಆನ್‌ಲೈನ್ ಮೂಲಕ ಅರ್ಜಿ ಸಲ್ಲಿಸಬೇಕಾಗಿರುತ್ತದೆ. ಅರ್ಜಿ ಸಲ್ಲಿಸಲು ಇದೇ ನವೆಂಬರ್ 15 ರಿಂದ ಡಿಸೆಂಬರ್ 15 ರವರೆಗೆ ಕಾಲಾವಕಾಶ ನೀಡಲಾಗಿದೆ. <box>10 809 198 878</box>
footer-dot <box>925 1534 932 1538</box>
paragraph: ಕೊಪ್ಪಳ: ಭಾಗ್ಯನಗರ ಪಟ್ಟಣ ಪಂಚಾಯತ್ ವ್ಯಾಪ್ತಿಯಲ್ಲಿನ ಖಾಸಗಿ ಅಥವಾ ಸರ್ಕಾರಿ ಆಸ್ಪತ್ರೆ, ಖಾಸಗಿ ಅಥವಾ ಸರ್ಕಾರಿ ಶಾಲಾ ಮತ್ತು ಕಾಲೇಜುಗಳು ಹಾಗೂ ಕ್ರೀಡಾ ಸಂಕೀರ್ಣಗಳಲ್ಲಿ ಬೀದಿ ನಾಯಿಗಳ ಸ್ಥಳಾಂತರಕ್ಕೆ ಪಟ್ಟಣ ಪಂಚಾಯತಿಗೆ ಅಗತ್ಯ ಸಹಕಾರ ನೀಡಬೇಕೆಂದು ಪ.ಪಂ ಮುಖ್ಯಾಧಿಕಾರಿ ಸುರೇಶ ಬಬಲಾದ ಅವರು ತಿಳಿಸಿದ್ದಾರೆ. <box>352 1201 492 1281</box>
article-education-col4: ಆಡಳಿತ ಅಧಿಕಾರಿ ಶ್ರೀ ವೈ. ಸುದರ್ಶನ್ ರಾವ್ ಮತ್ತು ಮುಖ್ಯೋಪಾಧ್ಯಾಯರಾದ ಶ್ರೀಮತಿ ಉದಯಶ್ರೀ ಮತ್ತು ಶೈಕ್ಷಣಿಕ ಪ್ರಗತಿ ಪರಿಶೀಲಕರಾದ ಪಂಪನಗೌಡ ಸತ್ಯಾರಾವ್ ಮತ್ತು ಸ್ಟಾಫ್, ಪಾಲಕ ಕೃಷ್ಣ, ವರ್ಗ ಶಿಕ್ಷಕರಾದ ಸ್ನೇಹಲತಾ, ಎಸ್.ಎಸ್.ಎಲ್. ತೆಲುಗು ಮಾಧ್ಯಮ ಪ್ರೌಢಶಾಲೆ, ಹೆಚ್.ಎಲ್. ಸರೋಜಮ್ಮ ಪ್ರಾಥಮಿಕ ಶಾಲೆ, ಸಿಬ್ಬಂದಿ ಹಾಗೂ ವಿದ್ಯಾರ್ಥಿಗಳು ಉಪಸ್ಥಿತರಿದ್ದರು. <box>526 298 688 373</box>
